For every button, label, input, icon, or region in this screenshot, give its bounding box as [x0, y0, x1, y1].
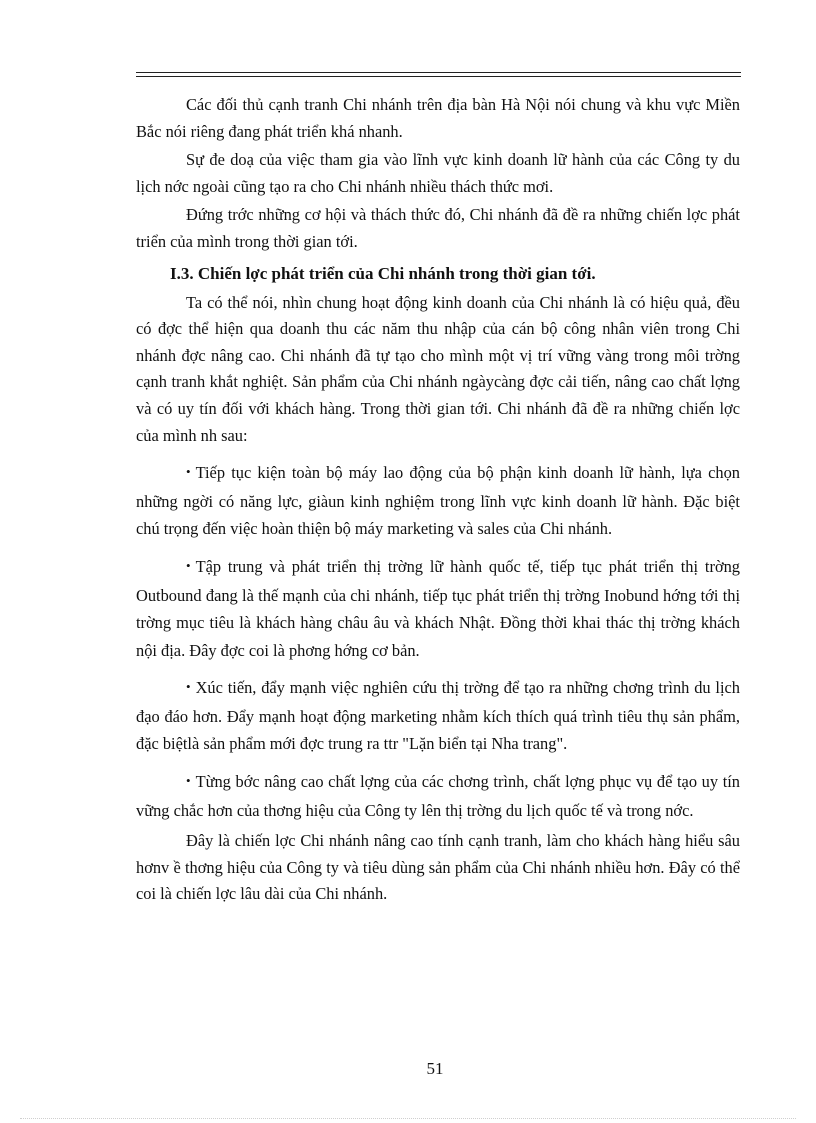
bullet-item — [136, 768, 740, 824]
paragraph: Sự đe doạ của việc tham gia vào lĩnh vực kinh doanh lữ hành của các Công ty du lịch nớc ngoài cũng tạo ra cho Chi nhánh nhiều thách thức mơi. — [136, 150, 740, 196]
header-rule-top — [136, 72, 741, 73]
paragraph: Các đối thủ cạnh tranh Chi nhánh trên địa bàn Hà Nội nói chung và khu vực Miền Bắc nói riêng đang phát triển khá nhanh. — [136, 95, 740, 141]
bullet-icon: • — [186, 464, 191, 480]
document-body — [136, 92, 740, 910]
bullet-text: Xúc tiến, đẩy mạnh việc nghiên cứu thị trờng để tạo ra những chơng trình du lịch đạo đáo hơn. Đẩy mạnh hoạt động marketing nhằm kích thích quá trình tiêu thụ sản phẩm, đặc biệtlà sản phẩm mới đợc trung ra ttr "Lặn biển tại Nha trang". — [136, 678, 740, 754]
bullet-icon: • — [186, 773, 191, 789]
section-heading: I.3. Chiến lợc phát triển của Chi nhánh trong thời gian tới. — [170, 263, 596, 283]
bullet-text: Tiếp tục kiện toàn bộ máy lao động của bộ phận kinh doanh lữ hành, lựa chọn những ngời có năng lực, giàun kinh nghiệm trong lĩnh vực kinh doanh lữ hành. Đặc biệt chú trọng đến việc hoàn thiện bộ máy marketing và sales của Chi nhánh. — [136, 463, 740, 539]
bullet-item — [136, 459, 740, 543]
bullet-item — [136, 553, 740, 664]
header-rule-bottom — [136, 76, 741, 77]
paragraph: Đứng trớc những cơ hội và thách thức đó, Chi nhánh đã đề ra những chiến lợc phát triển của mình trong thời gian tới. — [136, 205, 740, 251]
paragraph: Ta có thể nói, nhìn chung hoạt động kinh doanh của Chi nhánh là có hiệu quả, đều có đợc thể hiện qua doanh thu các năm thu nhập của cán bộ công nhân viên trong Chi nhánh đợc nâng cao. Chi nhánh đã tự tạo cho mình một vị trí vững vàng trong môi trờng cạnh tranh khắt nghiệt. Sản phẩm của Chi nhánh ngàycàng đợc cải tiến, nâng cao chất lợng và có uy tín đối với khách hàng. Trong thời gian tới. Chi nhánh đã đề ra những chiến lợc của mình nh sau: — [136, 292, 740, 445]
paragraph: Đây là chiến lợc Chi nhánh nâng cao tính cạnh tranh, làm cho khách hàng hiểu sâu hơnv ề thơng hiệu của Công ty và tiêu dùng sản phẩm của Chi nhánh nhiều hơn. Đây có thể coi là chiến lợc lâu dài của Chi nhánh. — [136, 831, 740, 904]
bullet-icon: • — [186, 679, 191, 695]
bullet-text: Tập trung và phát triển thị trờng lữ hành quốc tế, tiếp tục phát triển thị trờng Outbound đang là thế mạnh của chi nhánh, tiếp tục phát triển thị trờng Inobund hớng tới thị trờng mục tiêu là khách hàng châu âu và khách Nhật. Đồng thời khai thác thị trờng khách nội địa. Đây đợc coi là phơng hớng cơ bản. — [136, 556, 740, 660]
bullet-icon: • — [186, 557, 191, 573]
bullet-text: Từng bớc nâng cao chất lợng của các chơng trình, chất lợng phục vụ để tạo uy tín vững chắc hơn của thơng hiệu của Công ty lên thị trờng du lịch quốc tế và trong nớc. — [136, 772, 740, 820]
footer-divider — [20, 1118, 796, 1119]
page-number: 51 — [426, 1059, 444, 1078]
bullet-item — [136, 674, 740, 758]
